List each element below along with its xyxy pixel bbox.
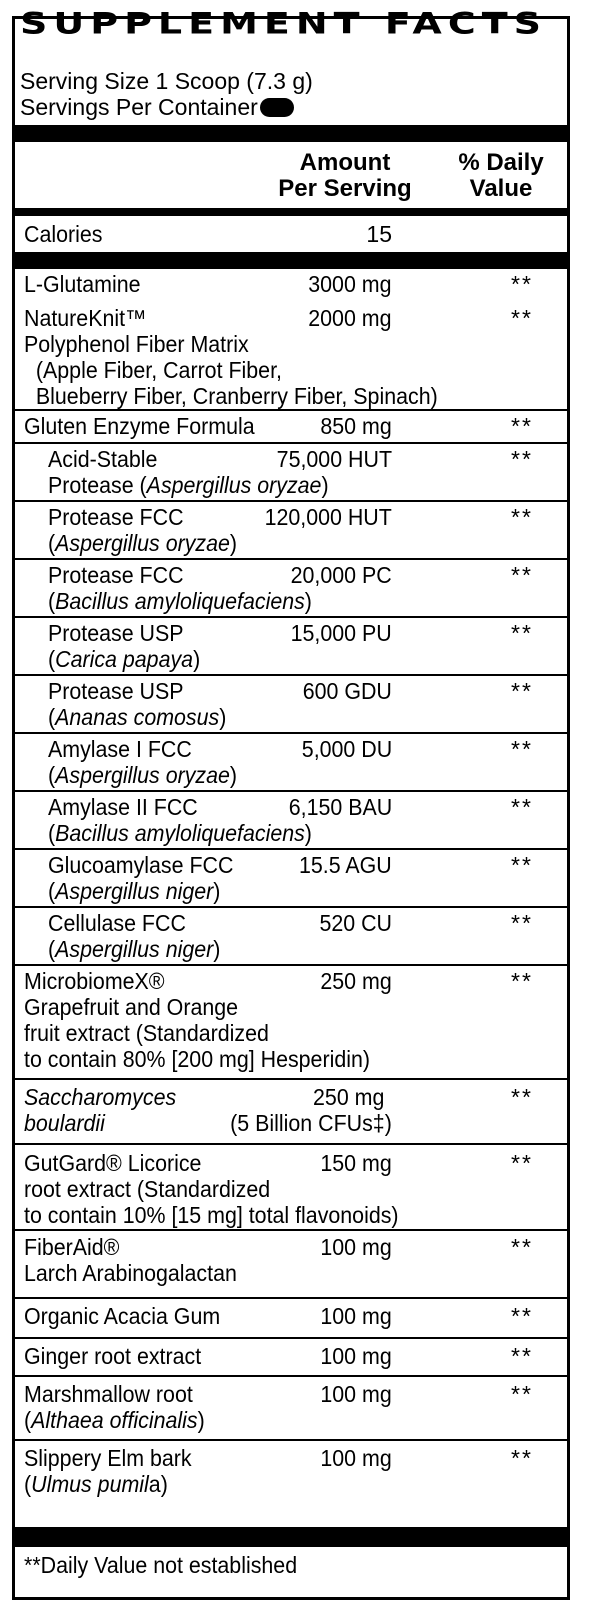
nutrient-name-text: (	[48, 936, 56, 962]
nutrient-name-line: Polyphenol Fiber Matrix	[24, 331, 249, 357]
nutrient-name-line: to contain 10% [15 mg] total flavonoids)	[24, 1202, 399, 1228]
nutrient-name-line: Marshmallow root	[24, 1381, 193, 1407]
amount-header-line1: Amount	[299, 149, 391, 176]
nutrient-name-line: to contain 80% [200 mg] Hesperidin)	[24, 1046, 371, 1072]
nutrient-amount-line: 100 mg	[320, 1445, 392, 1471]
redacted-count-mark	[260, 98, 294, 117]
nutrient-amount	[321, 1381, 392, 1407]
daily-value-mark: **	[511, 736, 533, 762]
nutrient-name-line	[48, 936, 220, 962]
daily-value-mark: **	[511, 1343, 533, 1369]
servings-per-container	[20, 94, 294, 120]
nutrient-name-line: Acid-Stable	[48, 446, 158, 472]
thick-rule-top	[12, 125, 570, 142]
nutrient-amount	[303, 678, 392, 704]
row-divider	[12, 1439, 570, 1441]
botanical-name: Aspergillus oryzae	[55, 762, 230, 788]
nutrient-name-line	[24, 1407, 205, 1433]
nutrient-name-line	[48, 820, 312, 846]
daily-value-mark: **	[511, 678, 533, 704]
daily-value-mark: **	[511, 446, 533, 472]
nutrient-name	[48, 562, 312, 614]
row-divider	[12, 1229, 570, 1231]
nutrient-amount	[319, 910, 392, 936]
nutrient-amount	[265, 504, 392, 530]
thick-rule-bottom	[12, 1527, 570, 1547]
nutrient-amount-line: 2000 mg	[308, 305, 392, 331]
nutrient-name-line: FiberAid®	[24, 1234, 120, 1260]
row-divider	[12, 790, 570, 792]
nutrient-name-line: Ginger root extract	[24, 1343, 202, 1369]
row-divider	[12, 442, 570, 444]
nutrient-amount-line: (5 Billion CFUs‡)	[230, 1110, 392, 1136]
nutrient-name-text: (	[48, 762, 56, 788]
nutrient-amount-line: 100 mg	[320, 1303, 392, 1329]
nutrient-name	[24, 1234, 237, 1286]
nutrient-name-text: (	[48, 646, 56, 672]
nutrient-name-line: Amylase I FCC	[48, 736, 192, 762]
row-divider	[12, 674, 570, 676]
row-divider	[12, 409, 570, 411]
nutrient-name-line: Protease USP	[48, 620, 184, 646]
daily-value-mark: **	[511, 413, 533, 439]
nutrient-name	[24, 1303, 220, 1329]
nutrient-name	[48, 794, 312, 846]
nutrient-name-line: Saccharomyces	[24, 1084, 177, 1110]
nutrient-name	[48, 504, 237, 556]
calories-value: 15	[366, 221, 392, 247]
nutrient-amount-line: 6,150 BAU	[288, 794, 392, 820]
nutrient-name-line: Amylase II FCC	[48, 794, 198, 820]
nutrient-amount	[309, 271, 392, 297]
nutrient-name	[24, 271, 141, 297]
daily-value-mark: **	[511, 1150, 533, 1176]
nutrient-amount-line: 75,000 HUT	[276, 446, 392, 472]
nutrient-name-line: GutGard® Licorice	[24, 1150, 202, 1176]
nutrient-amount	[321, 413, 392, 439]
nutrient-name-text: (	[24, 1407, 32, 1433]
nutrient-amount-line: 150 mg	[320, 1150, 392, 1176]
daily-value-mark: **	[511, 271, 533, 297]
row-divider	[12, 1297, 570, 1299]
nutrient-name-text: a)	[148, 1471, 168, 1497]
nutrient-name-line: Slippery Elm bark	[24, 1445, 192, 1471]
row-divider	[12, 1143, 570, 1145]
nutrient-name-line	[24, 1471, 192, 1497]
daily-value-mark: **	[511, 1445, 533, 1471]
nutrient-name-text: )	[321, 472, 329, 498]
nutrient-name-line: Gluten Enzyme Formula	[24, 413, 255, 439]
nutrient-name	[24, 968, 370, 1072]
nutrient-amount	[230, 1084, 392, 1136]
nutrient-amount	[309, 305, 392, 331]
nutrient-name-line: Larch Arabinogalactan	[24, 1260, 237, 1286]
nutrient-name-text: )	[219, 704, 227, 730]
nutrient-name-text: )	[213, 878, 221, 904]
footnote: **Daily Value not established	[24, 1552, 298, 1578]
nutrient-name	[48, 852, 233, 904]
nutrient-amount	[321, 1303, 392, 1329]
nutrient-name-line: (Apple Fiber, Carrot Fiber,	[24, 357, 282, 383]
calories-label: Calories	[24, 221, 103, 247]
serving-size: Serving Size 1 Scoop (7.3 g)	[20, 68, 313, 94]
nutrient-amount-line: 15.5 AGU	[299, 852, 392, 878]
nutrient-name-line	[48, 646, 200, 672]
nutrient-name-line: Organic Acacia Gum	[24, 1303, 221, 1329]
amount-header	[270, 150, 420, 202]
nutrient-amount-line: 100 mg	[320, 1381, 392, 1407]
nutrient-name-line: Protease FCC	[48, 562, 184, 588]
nutrient-amount-line: 3000 mg	[308, 271, 392, 297]
nutrient-name-line: fruit extract (Standardized	[24, 1020, 269, 1046]
botanical-name: Aspergillus niger	[55, 878, 214, 904]
amount-header-line2: Per Serving	[278, 175, 412, 202]
nutrient-amount	[321, 1234, 392, 1260]
nutrient-amount-line: 600 GDU	[302, 678, 392, 704]
botanical-name: Aspergillus niger	[55, 936, 214, 962]
nutrient-name-line: Protease FCC	[48, 504, 184, 530]
nutrient-name	[24, 1381, 205, 1433]
nutrient-amount	[291, 562, 392, 588]
nutrient-name-text: )	[304, 820, 312, 846]
nutrient-amount-line: 100 mg	[320, 1234, 392, 1260]
row-divider	[12, 616, 570, 618]
nutrient-name-text: )	[197, 1407, 205, 1433]
nutrient-amount	[277, 446, 392, 472]
nutrient-name-line: Glucoamylase FCC	[48, 852, 234, 878]
row-divider	[12, 848, 570, 850]
row-divider	[12, 906, 570, 908]
daily-value-mark: **	[511, 968, 533, 994]
botanical-name: Ulmus pumil	[31, 1471, 149, 1497]
daily-value-header-line1: % Daily	[458, 149, 544, 176]
nutrient-name-text: (	[48, 704, 56, 730]
row-divider	[12, 1078, 570, 1080]
nutrient-name-text: (	[24, 1471, 32, 1497]
nutrient-amount	[321, 968, 392, 994]
botanical-name: Carica papaya	[55, 646, 194, 672]
nutrient-amount	[321, 1343, 392, 1369]
nutrient-amount-line: 850 mg	[320, 413, 392, 439]
nutrient-name-line: Cellulase FCC	[48, 910, 186, 936]
nutrient-name-line: root extract (Standardized	[24, 1176, 271, 1202]
row-divider	[12, 1375, 570, 1377]
nutrient-amount	[291, 620, 392, 646]
nutrient-name-line	[48, 530, 237, 556]
nutrient-name-line: Grapefruit and Orange	[24, 994, 239, 1020]
nutrient-name-line: L-Glutamine	[24, 271, 141, 297]
nutrient-name	[24, 413, 255, 439]
nutrient-name-text: (	[48, 820, 56, 846]
daily-value-mark: **	[511, 305, 533, 331]
nutrient-name-line: NatureKnit™	[24, 305, 147, 331]
daily-value-mark: **	[511, 1381, 533, 1407]
nutrient-amount	[321, 1150, 392, 1176]
servings-per-container-label: Servings Per Container	[20, 94, 258, 120]
nutrient-name	[48, 910, 220, 962]
daily-value-header-line2: Value	[469, 175, 533, 202]
nutrient-amount-line: 20,000 PC	[290, 562, 392, 588]
nutrient-name-text: Protease (	[48, 472, 147, 498]
nutrient-name	[48, 736, 237, 788]
nutrient-name-line	[48, 878, 233, 904]
nutrient-name	[24, 1084, 176, 1136]
nutrient-amount-line: 100 mg	[320, 1343, 392, 1369]
nutrient-name-line: boulardii	[24, 1110, 105, 1136]
nutrient-name	[48, 620, 200, 672]
nutrient-name-text: )	[193, 646, 201, 672]
nutrient-name-text: (	[48, 878, 56, 904]
nutrient-name-text: (	[48, 588, 56, 614]
botanical-name: Aspergillus oryzae	[146, 472, 322, 498]
daily-value-mark: **	[511, 620, 533, 646]
nutrient-name-text: )	[304, 588, 312, 614]
botanical-name: Aspergillus oryzae	[55, 530, 230, 556]
panel-title: SUPPLEMENT FACTS	[20, 6, 548, 41]
botanical-name: Bacillus amyloliquefaciens	[55, 588, 305, 614]
botanical-name: Althaea officinalis	[31, 1407, 198, 1433]
nutrient-name-line: MicrobiomeX®	[24, 968, 165, 994]
botanical-name: Ananas comosus	[55, 704, 220, 730]
nutrient-amount-line: 15,000 PU	[290, 620, 392, 646]
daily-value-mark: **	[511, 852, 533, 878]
daily-value-header	[446, 150, 556, 202]
nutrient-amount-line: 5,000 DU	[301, 736, 392, 762]
nutrient-name-text: )	[229, 762, 238, 788]
thick-rule-calories	[12, 252, 570, 269]
nutrient-amount	[299, 852, 392, 878]
nutrient-name-line	[48, 472, 329, 498]
daily-value-mark: **	[511, 910, 533, 936]
nutrient-name-line: Protease USP	[48, 678, 184, 704]
nutrient-amount-line: 250 mg	[313, 1084, 385, 1110]
nutrient-amount	[289, 794, 392, 820]
nutrient-name-line	[48, 588, 312, 614]
nutrient-amount-line: 120,000 HUT	[264, 504, 392, 530]
botanical-name: Bacillus amyloliquefaciens	[55, 820, 305, 846]
daily-value-mark: **	[511, 794, 533, 820]
daily-value-mark: **	[511, 1084, 533, 1110]
nutrient-name-line	[48, 704, 226, 730]
row-divider	[12, 1337, 570, 1339]
nutrient-name	[24, 1343, 201, 1369]
nutrient-name-line: Blueberry Fiber, Cranberry Fiber, Spinach)	[24, 383, 438, 409]
nutrient-amount-line: 250 mg	[320, 968, 392, 994]
daily-value-mark: **	[511, 1234, 533, 1260]
nutrient-name-text: )	[229, 530, 238, 556]
nutrient-amount	[302, 736, 392, 762]
nutrient-name-text: (	[48, 530, 56, 556]
row-divider	[12, 964, 570, 966]
daily-value-mark: **	[511, 504, 533, 530]
daily-value-mark: **	[511, 562, 533, 588]
nutrient-name-text: )	[213, 936, 221, 962]
row-divider	[12, 732, 570, 734]
nutrient-name	[24, 1445, 192, 1497]
nutrient-name	[48, 678, 226, 730]
nutrient-amount-line: 520 CU	[319, 910, 392, 936]
nutrient-amount	[321, 1445, 392, 1471]
row-divider	[12, 500, 570, 502]
row-divider	[12, 558, 570, 560]
daily-value-mark: **	[511, 1303, 533, 1329]
medium-rule	[12, 208, 570, 216]
nutrient-name-line	[48, 762, 237, 788]
